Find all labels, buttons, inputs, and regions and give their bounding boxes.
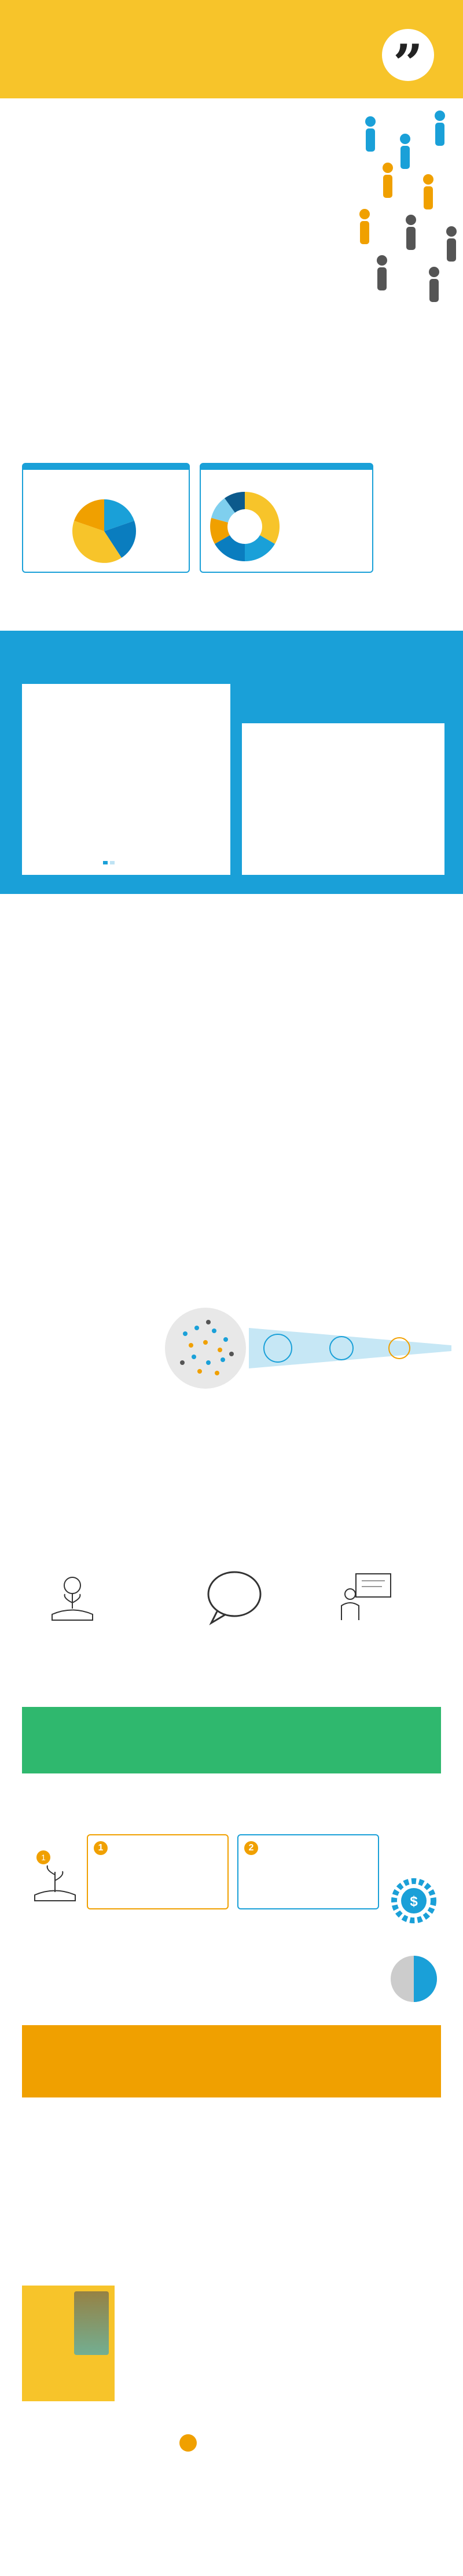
- crowd-illustration: [353, 98, 463, 307]
- industry-icons: [22, 360, 346, 424]
- chart1-legend: [103, 861, 115, 866]
- industry-row-top: [22, 348, 346, 360]
- why-section: [0, 631, 463, 894]
- pipeline-illustration: [162, 1305, 457, 1392]
- stat-8-of-10: [22, 1452, 161, 1455]
- who-section: [0, 307, 463, 631]
- operational-ideas-card: [237, 1834, 379, 1909]
- spigit-logo[interactable]: [179, 2433, 203, 2452]
- ownership-donut: [204, 486, 285, 567]
- growth-44-banner: [22, 2025, 441, 2097]
- spigit-logo-icon: [179, 2434, 197, 2452]
- tenure-pie: [69, 496, 139, 566]
- gears-dollar-icon: [382, 1869, 446, 1933]
- report-frequency-chart: [22, 1037, 230, 1124]
- measure-section: [0, 1198, 463, 1782]
- industry-chart-panel: [22, 684, 230, 875]
- split-pie-icon: [388, 1953, 440, 2005]
- tenure-card: [22, 463, 190, 573]
- implement-section: [0, 1782, 463, 2199]
- footer: [0, 2419, 463, 2474]
- stat-roi: [315, 1465, 449, 1525]
- about-section: [0, 2199, 463, 2274]
- ownership-card: [200, 463, 373, 573]
- growth-ideas-card: [87, 1834, 229, 1909]
- industry-row-bottom: [22, 425, 346, 437]
- presentation-icon: [336, 1568, 399, 1626]
- speech-bubble-icon: [203, 1568, 266, 1626]
- crowd-dots-icon: [165, 1308, 246, 1389]
- challenges-chart: [243, 1056, 451, 1114]
- svg-text:1: 1: [41, 1853, 46, 1862]
- plant-hand-icon: [46, 1574, 98, 1626]
- tenure-title: [23, 464, 189, 470]
- objectives-bar-chart: [242, 763, 444, 867]
- operational-icon: 2: [244, 1841, 258, 1855]
- svg-text:$: $: [410, 1894, 418, 1909]
- exec-section: [0, 894, 463, 1198]
- ownership-title: [201, 464, 372, 470]
- objectives-chart-panel: [242, 723, 444, 875]
- report-cover[interactable]: [22, 2286, 115, 2401]
- industry-bar-chart: [22, 713, 230, 858]
- header-banner: [0, 0, 463, 98]
- quote-icon: ”: [382, 29, 434, 81]
- growth-hand-icon: [23, 1840, 87, 1904]
- intangible-banner: [22, 1707, 441, 1773]
- what-section: [0, 98, 463, 307]
- cover-people-icon: [74, 2291, 109, 2355]
- crowd-people-icon: [353, 98, 463, 307]
- report-section: [0, 2274, 463, 2419]
- growth-icon: 1: [94, 1841, 108, 1855]
